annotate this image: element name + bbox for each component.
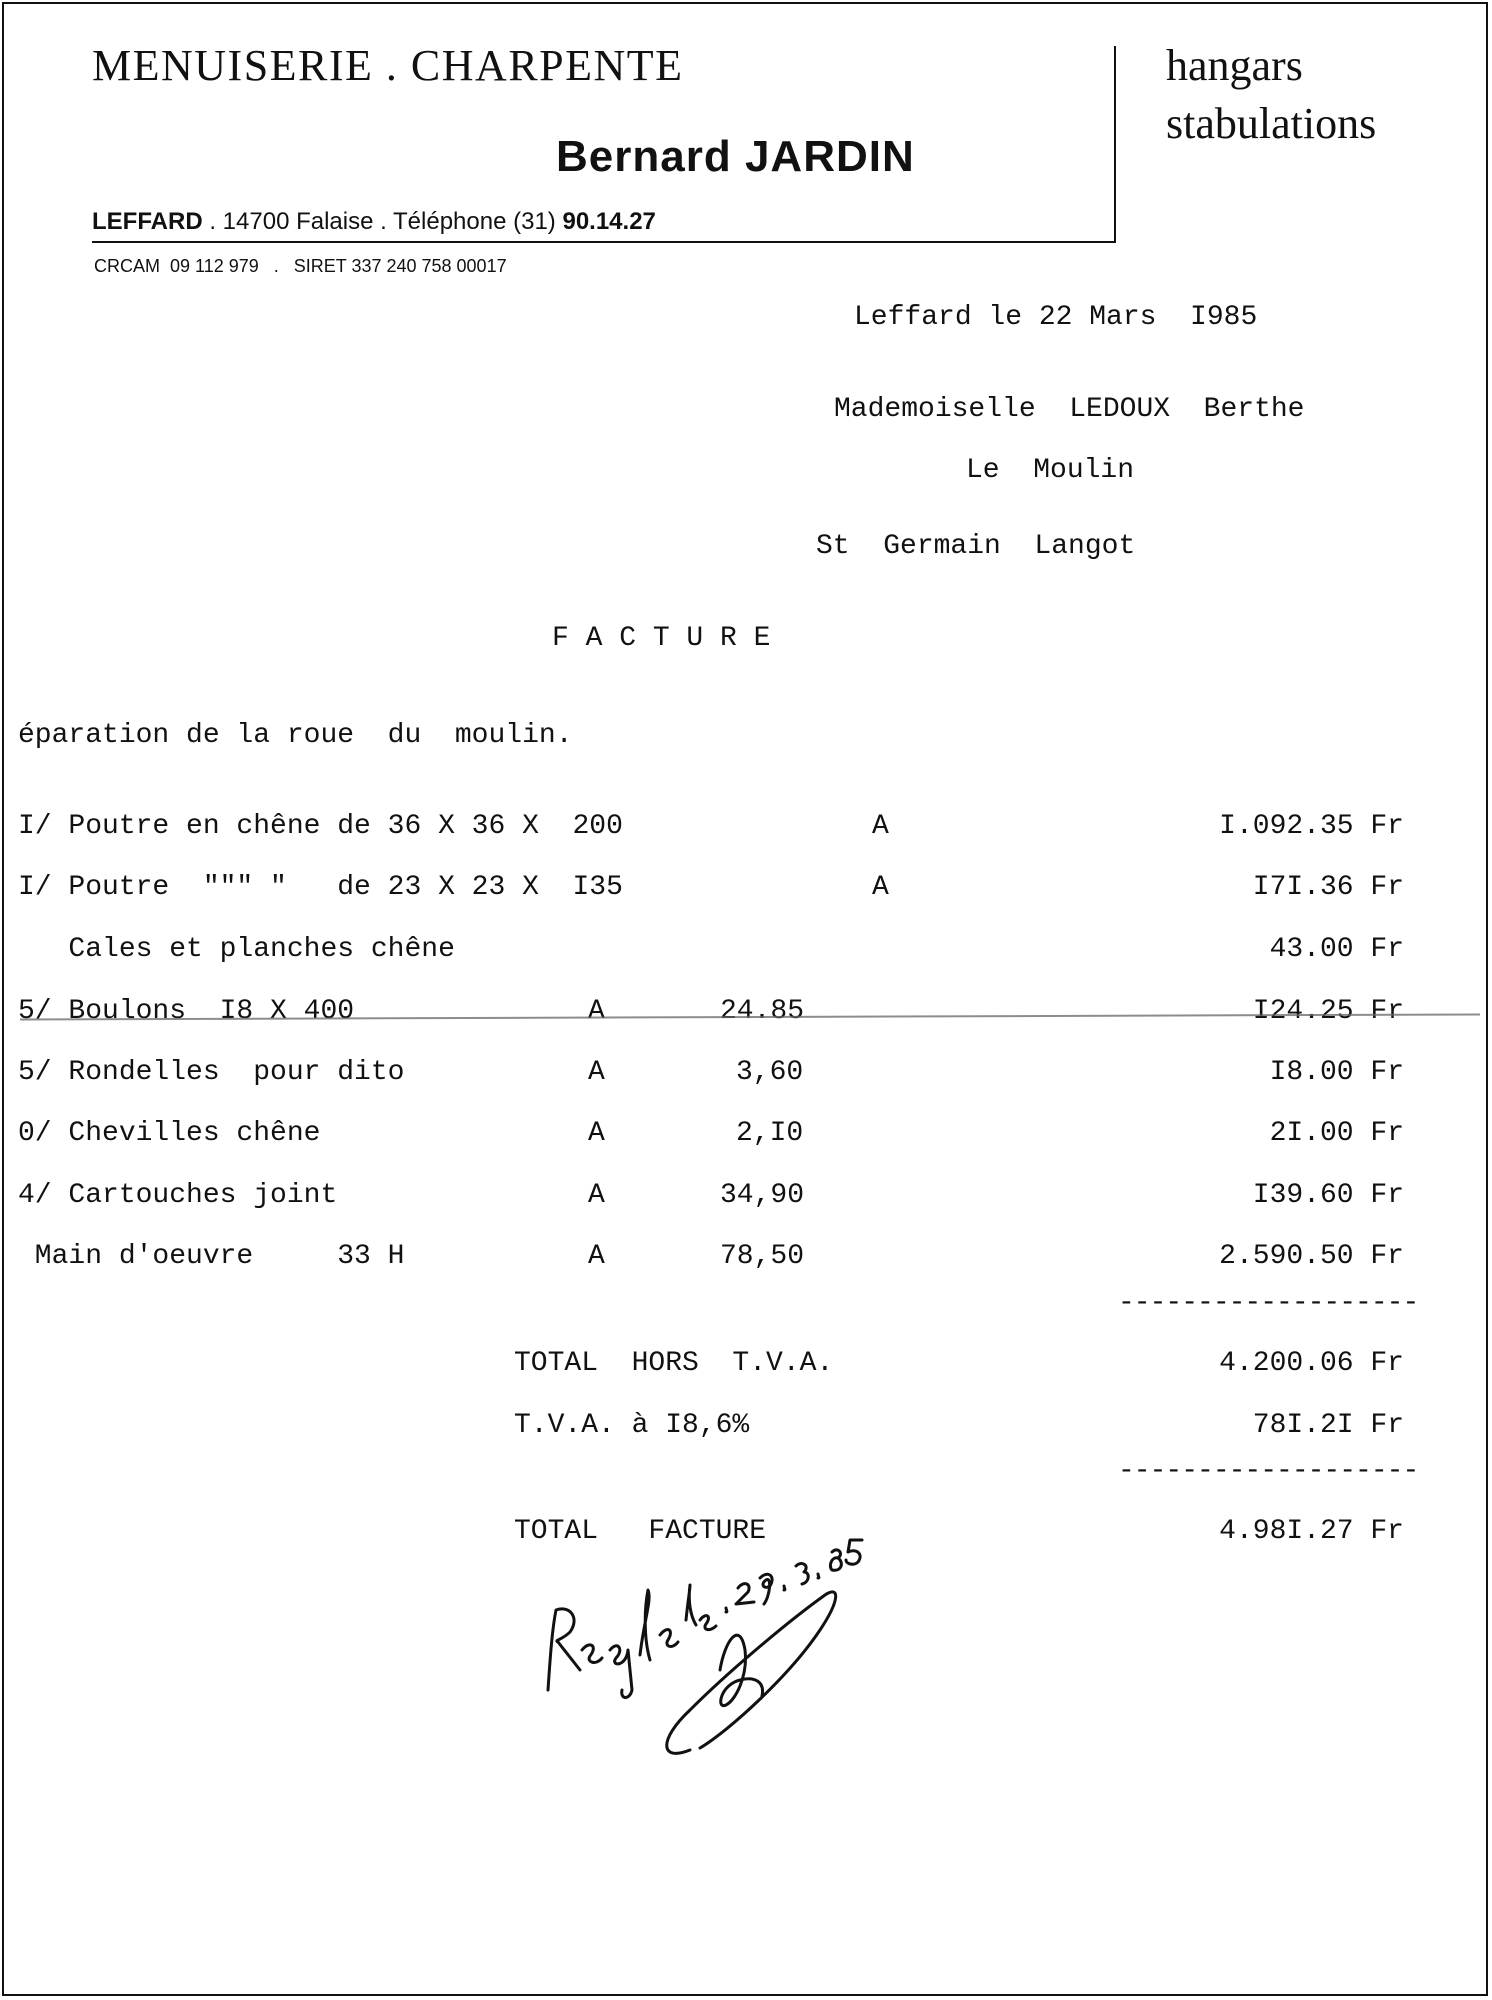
address-town: LEFFARD bbox=[92, 208, 203, 235]
item-description: I/ Poutre en chêne de 36 X 36 X 200 bbox=[18, 811, 623, 842]
item-unit-price: 3,60 bbox=[736, 1057, 804, 1088]
handwritten-settlement-signature bbox=[540, 1500, 880, 1770]
phone-number: 90.14.27 bbox=[562, 208, 656, 235]
item-description: I/ Poutre """ " de 23 X 23 X I35 bbox=[18, 872, 623, 903]
item-amount: 2I.00 Fr bbox=[1269, 1118, 1404, 1149]
invoice-subject: éparation de la roue du moulin. bbox=[18, 720, 573, 751]
document-title: F A C T U R E bbox=[552, 623, 771, 654]
registration-numbers: CRCAM 09 112 979 . SIRET 337 240 758 00017 bbox=[94, 256, 507, 276]
company-specialty-2: stabulations bbox=[1166, 99, 1377, 148]
total-invoice-label: TOTAL FACTURE bbox=[514, 1516, 767, 1547]
item-unit-marker: A bbox=[588, 1057, 605, 1088]
item-unit-price: 24.85 bbox=[720, 996, 805, 1027]
total-ht-label: TOTAL HORS T.V.A. bbox=[514, 1348, 834, 1379]
tva-amount: 78I.2I Fr bbox=[1252, 1410, 1404, 1441]
item-amount: I8.00 Fr bbox=[1269, 1057, 1404, 1088]
item-description: 5/ Rondelles pour dito bbox=[18, 1057, 405, 1088]
item-description: Main d'oeuvre 33 H bbox=[18, 1241, 405, 1272]
company-trade: MENUISERIE . CHARPENTE bbox=[92, 41, 684, 90]
item-unit-marker: A bbox=[588, 1180, 605, 1211]
item-unit-price: 2,I0 bbox=[736, 1118, 804, 1149]
date-line: Leffard le 22 Mars I985 bbox=[854, 302, 1258, 333]
recipient-town: St Germain Langot bbox=[816, 531, 1136, 562]
recipient-name: Mademoiselle LEDOUX Berthe bbox=[834, 394, 1305, 425]
letterhead-box-bottom bbox=[92, 241, 1116, 243]
item-amount: I39.60 Fr bbox=[1252, 1180, 1404, 1211]
tva-label: T.V.A. à I8,6% bbox=[514, 1410, 750, 1441]
company-specialty-1: hangars bbox=[1166, 41, 1303, 90]
item-unit-marker: A bbox=[872, 811, 889, 842]
item-description: 0/ Chevilles chêne bbox=[18, 1118, 321, 1149]
total-separator: ------------------- bbox=[1118, 1456, 1419, 1487]
item-description: Cales et planches chêne bbox=[18, 934, 455, 965]
total-invoice-amount: 4.98I.27 Fr bbox=[1219, 1516, 1404, 1547]
item-amount: 2.590.50 Fr bbox=[1219, 1241, 1404, 1272]
item-unit-marker: A bbox=[588, 1118, 605, 1149]
item-unit-marker: A bbox=[588, 996, 605, 1027]
total-separator: ------------------- bbox=[1118, 1288, 1419, 1319]
item-amount: I7I.36 Fr bbox=[1252, 872, 1404, 903]
item-description: 4/ Cartouches joint bbox=[18, 1180, 338, 1211]
item-description: 5/ Boulons I8 X 400 bbox=[18, 996, 355, 1027]
item-amount: I24.25 Fr bbox=[1252, 996, 1404, 1027]
company-address bbox=[92, 208, 656, 236]
item-unit-price: 34,90 bbox=[720, 1180, 805, 1211]
company-owner-name: Bernard JARDIN bbox=[556, 132, 915, 181]
item-unit-price: 78,50 bbox=[720, 1241, 805, 1272]
item-amount: I.092.35 Fr bbox=[1219, 811, 1404, 842]
total-ht-amount: 4.200.06 Fr bbox=[1219, 1348, 1404, 1379]
item-unit-marker: A bbox=[872, 872, 889, 903]
address-detail: . 14700 Falaise . Téléphone (31) bbox=[202, 208, 563, 235]
item-unit-marker: A bbox=[588, 1241, 605, 1272]
recipient-address: Le Moulin bbox=[966, 455, 1135, 486]
item-amount: 43.00 Fr bbox=[1269, 934, 1404, 965]
letterhead-box-right bbox=[1114, 46, 1116, 242]
